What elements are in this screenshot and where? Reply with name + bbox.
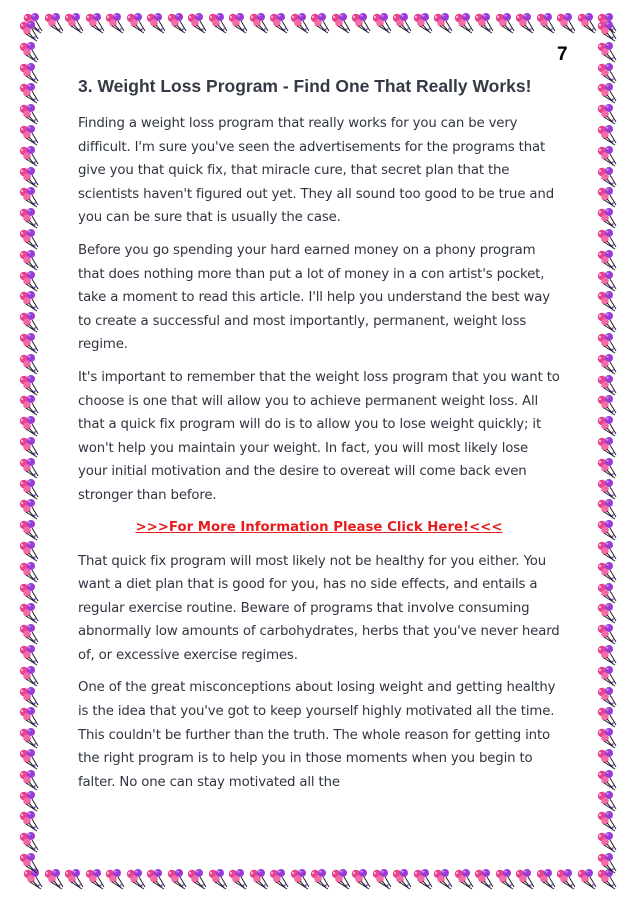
balloon-icon: [596, 457, 618, 479]
balloon-icon: [43, 12, 65, 34]
balloon-icon: [227, 12, 249, 34]
balloon-icon: [596, 228, 618, 250]
balloon-icon: [514, 868, 536, 890]
balloon-icon: [535, 868, 557, 890]
balloon-icon: [596, 602, 618, 624]
article-content: [78, 76, 560, 803]
balloon-icon: [104, 868, 126, 890]
article-heading: 3. Weight Loss Program - Find One That Really Works!: [78, 76, 532, 96]
balloon-icon: [18, 727, 40, 749]
paragraph-1: Finding a weight loss program that really works for you can be very difficult. I'm sure you've seen the advertisements for the programs that give you that quick fix, that miracle cure, that secret plan that the scientists haven't figured out yet. They all sound too good to be true and you can be sure that is usually the case.: [78, 116, 554, 226]
balloon-icon: [596, 727, 618, 749]
balloon-icon: [596, 374, 618, 396]
paragraph-5: One of the great misconceptions about losing weight and getting healthy is the idea that you've got to keep yourself highly motivated all the time. This couldn't be further than the truth. The whole reason for getting into the right program is to help you in those moments when you begin to falter. No one can stay motivated all the: [78, 680, 556, 790]
balloon-icon: [371, 12, 393, 34]
decorative-border-left: [18, 20, 42, 880]
paragraph-4: That quick fix program will most likely not be healthy for you either. You want a diet plan that is good for you, has no side effects, and entails a regular exercise routine. Beware of programs that involve consuming abnormally low amounts of carbohydrates, herbs that you've never heard of, or excessive exercise regimes.: [78, 553, 560, 663]
balloon-icon: [18, 270, 40, 292]
paragraph-2: Before you go spending your hard earned money on a phony program that does nothing more than put a lot of money in a con artist's pocket, take a moment to read this article. I'll help you understand the best way to create a successful and most importantly, permanent, weight loss regime.: [78, 242, 550, 353]
balloon-icon: [596, 769, 618, 791]
balloon-icon: [227, 868, 249, 890]
balloon-icon: [596, 810, 618, 832]
balloon-icon: [18, 186, 40, 208]
balloon-icon: [596, 394, 618, 416]
balloon-icon: [596, 852, 618, 874]
balloon-icon: [18, 852, 40, 874]
balloon-icon: [412, 868, 434, 890]
balloon-icon: [309, 868, 331, 890]
balloon-icon: [473, 12, 495, 34]
balloon-icon: [391, 868, 413, 890]
balloon-icon: [596, 166, 618, 188]
balloon-icon: [125, 12, 147, 34]
balloon-icon: [371, 868, 393, 890]
balloon-icon: [596, 665, 618, 687]
balloon-icon: [391, 12, 413, 34]
balloon-icon: [555, 12, 577, 34]
balloon-icon: [43, 868, 65, 890]
balloon-icon: [350, 868, 372, 890]
balloon-icon: [166, 12, 188, 34]
balloon-icon: [268, 868, 290, 890]
balloon-icon: [596, 124, 618, 146]
balloon-icon: [596, 103, 618, 125]
balloon-icon: [18, 561, 40, 583]
balloon-icon: [596, 706, 618, 728]
balloon-icon: [576, 868, 598, 890]
balloon-icon: [18, 166, 40, 188]
balloon-icon: [84, 12, 106, 34]
balloon-icon: [453, 12, 475, 34]
balloon-icon: [596, 519, 618, 541]
balloon-icon: [596, 498, 618, 520]
balloon-icon: [350, 12, 372, 34]
balloon-icon: [18, 415, 40, 437]
balloon-icon: [186, 12, 208, 34]
balloon-icon: [514, 12, 536, 34]
balloon-icon: [473, 868, 495, 890]
balloon-icon: [145, 12, 167, 34]
balloon-icon: [18, 20, 40, 42]
balloon-icon: [18, 103, 40, 125]
balloon-icon: [494, 868, 516, 890]
balloon-icon: [596, 540, 618, 562]
balloon-icon: [18, 457, 40, 479]
balloon-icon: [18, 644, 40, 666]
balloon-icon: [18, 582, 40, 604]
balloon-icon: [207, 868, 229, 890]
balloon-icon: [18, 82, 40, 104]
balloon-icon: [535, 12, 557, 34]
balloon-icon: [596, 186, 618, 208]
balloon-icon: [104, 12, 126, 34]
balloon-icon: [596, 831, 618, 853]
balloon-icon: [596, 270, 618, 292]
balloon-icon: [596, 62, 618, 84]
decorative-border-top: [22, 12, 618, 36]
balloon-icon: [18, 498, 40, 520]
balloon-icon: [596, 249, 618, 271]
balloon-icon: [596, 353, 618, 375]
balloon-icon: [18, 228, 40, 250]
balloon-icon: [18, 540, 40, 562]
balloon-icon: [596, 290, 618, 312]
balloon-icon: [18, 332, 40, 354]
balloon-icon: [248, 12, 270, 34]
balloon-icon: [18, 62, 40, 84]
balloon-icon: [186, 868, 208, 890]
balloon-icon: [596, 41, 618, 63]
balloon-icon: [330, 868, 352, 890]
balloon-icon: [145, 868, 167, 890]
balloon-icon: [596, 561, 618, 583]
balloon-icon: [453, 868, 475, 890]
balloon-icon: [18, 290, 40, 312]
balloon-icon: [596, 207, 618, 229]
paragraph-3: It's important to remember that the weight loss program that you want to choose is one that will allow you to achieve permanent weight loss. All that a quick fix program will do is to allow you to lose weight quickly; it won't help you maintain your weight. In fact, you will most likely lose your initial motivation and the desire to overeat will come back even stronger than before.: [78, 369, 560, 503]
balloon-icon: [268, 12, 290, 34]
balloon-icon: [596, 311, 618, 333]
balloon-icon: [289, 868, 311, 890]
balloon-icon: [330, 12, 352, 34]
balloon-icon: [596, 82, 618, 104]
balloon-icon: [18, 602, 40, 624]
balloon-icon: [555, 868, 577, 890]
balloon-icon: [63, 12, 85, 34]
balloon-icon: [166, 868, 188, 890]
balloon-icon: [309, 12, 331, 34]
balloon-icon: [494, 12, 516, 34]
balloon-icon: [18, 249, 40, 271]
balloon-icon: [432, 868, 454, 890]
balloon-icon: [18, 436, 40, 458]
balloon-icon: [18, 478, 40, 500]
balloon-icon: [18, 374, 40, 396]
balloon-icon: [18, 353, 40, 375]
balloon-icon: [18, 748, 40, 770]
balloon-icon: [596, 332, 618, 354]
balloon-icon: [18, 124, 40, 146]
more-info-link[interactable]: >>>For More Information Please Click Here!<<<: [135, 519, 503, 535]
balloon-icon: [596, 748, 618, 770]
balloon-icon: [289, 12, 311, 34]
balloon-icon: [63, 868, 85, 890]
page-number: 7: [557, 44, 568, 65]
balloon-icon: [84, 868, 106, 890]
balloon-icon: [18, 769, 40, 791]
balloon-icon: [596, 582, 618, 604]
balloon-icon: [18, 311, 40, 333]
balloon-icon: [596, 415, 618, 437]
balloon-icon: [596, 145, 618, 167]
balloon-icon: [18, 790, 40, 812]
balloon-icon: [18, 706, 40, 728]
balloon-icon: [18, 686, 40, 708]
balloon-icon: [596, 644, 618, 666]
balloon-icon: [248, 868, 270, 890]
balloon-icon: [18, 810, 40, 832]
balloon-icon: [596, 790, 618, 812]
balloon-icon: [18, 665, 40, 687]
balloon-icon: [596, 623, 618, 645]
balloon-icon: [412, 12, 434, 34]
balloon-icon: [596, 686, 618, 708]
balloon-icon: [18, 207, 40, 229]
balloon-icon: [18, 145, 40, 167]
more-info-link-container: [78, 517, 560, 539]
balloon-icon: [576, 12, 598, 34]
balloon-icon: [18, 41, 40, 63]
decorative-border-bottom: [22, 868, 618, 892]
balloon-icon: [596, 478, 618, 500]
balloon-icon: [18, 519, 40, 541]
balloon-icon: [207, 12, 229, 34]
balloon-icon: [18, 831, 40, 853]
balloon-icon: [18, 623, 40, 645]
balloon-icon: [596, 436, 618, 458]
balloon-icon: [125, 868, 147, 890]
balloon-icon: [432, 12, 454, 34]
decorative-border-right: [596, 20, 620, 880]
balloon-icon: [18, 394, 40, 416]
balloon-icon: [596, 20, 618, 42]
